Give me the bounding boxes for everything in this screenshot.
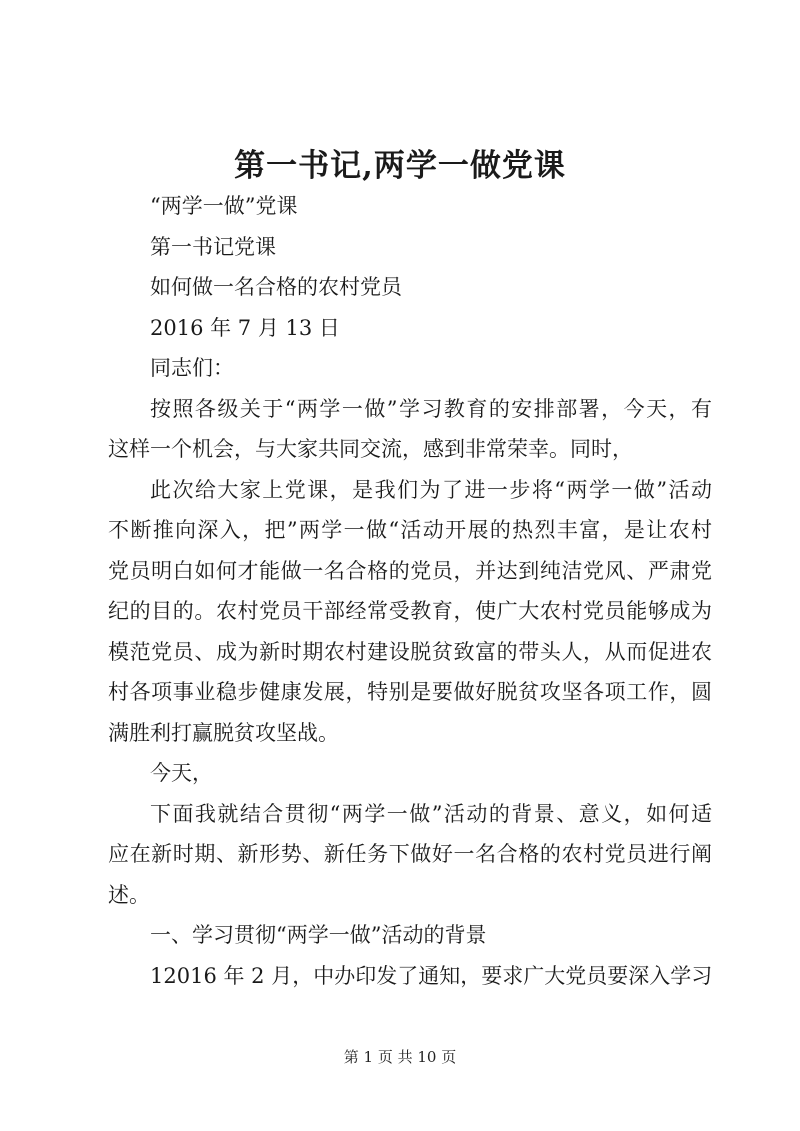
date-line: 2016 年 7 月 13 日	[150, 315, 340, 340]
document-title: 第一书记,两学一做党课	[234, 148, 566, 184]
paragraph-line: 下面我就结合贯彻“两学一做”活动的背景、意义，如何适	[150, 801, 712, 826]
paragraph-line: 按照各级关于“两学一做”学习教育的安排部署，今天，有	[150, 396, 712, 421]
section-heading: 一、学习贯彻“两学一做”活动的背景	[150, 923, 487, 947]
paragraph-line: 这样一个机会，与大家共同交流，感到非常荣幸。同时，	[108, 437, 633, 461]
subtitle-line: “两学一做”党课	[150, 194, 298, 218]
paragraph-line: 满胜利打赢脱贫攻坚战。	[108, 720, 339, 745]
paragraph-line: 此次给大家上党课，是我们为了进一步将“两学一做”活动	[150, 477, 712, 502]
paragraph-line: 应在新时期、新形势、新任务下做好一名合格的农村党员进行阐	[108, 842, 712, 866]
paragraph-line: 不断推向深入，把”两学一做“活动开展的热烈丰富，是让农村	[108, 518, 712, 542]
paragraph-line: 纪的目的。农村党员干部经常受教育，使广大农村党员能够成为	[108, 599, 712, 623]
salutation-line: 同志们：	[150, 356, 234, 380]
page-footer: 第 1 页 共 10 页	[343, 1048, 457, 1066]
paragraph-line: 模范党员、成为新时期农村建设脱贫致富的带头人，从而促进农	[108, 639, 712, 664]
paragraph-line: 述。	[108, 882, 150, 907]
subtitle-line: 如何做一名合格的农村党员	[150, 275, 402, 299]
subtitle-line: 第一书记党课	[150, 234, 276, 259]
document-body	[108, 186, 712, 996]
paragraph-line: 12016 年 2 月，中办印发了通知，要求广大党员要深入学习	[150, 963, 712, 988]
paragraph-line: 村各项事业稳步健康发展，特别是要做好脱贫攻坚各项工作，圆	[108, 680, 712, 704]
paragraph-line: 今天，	[150, 761, 213, 785]
paragraph-line: 党员明白如何才能做一名合格的党员，并达到纯洁党风、严肃党	[108, 558, 712, 583]
